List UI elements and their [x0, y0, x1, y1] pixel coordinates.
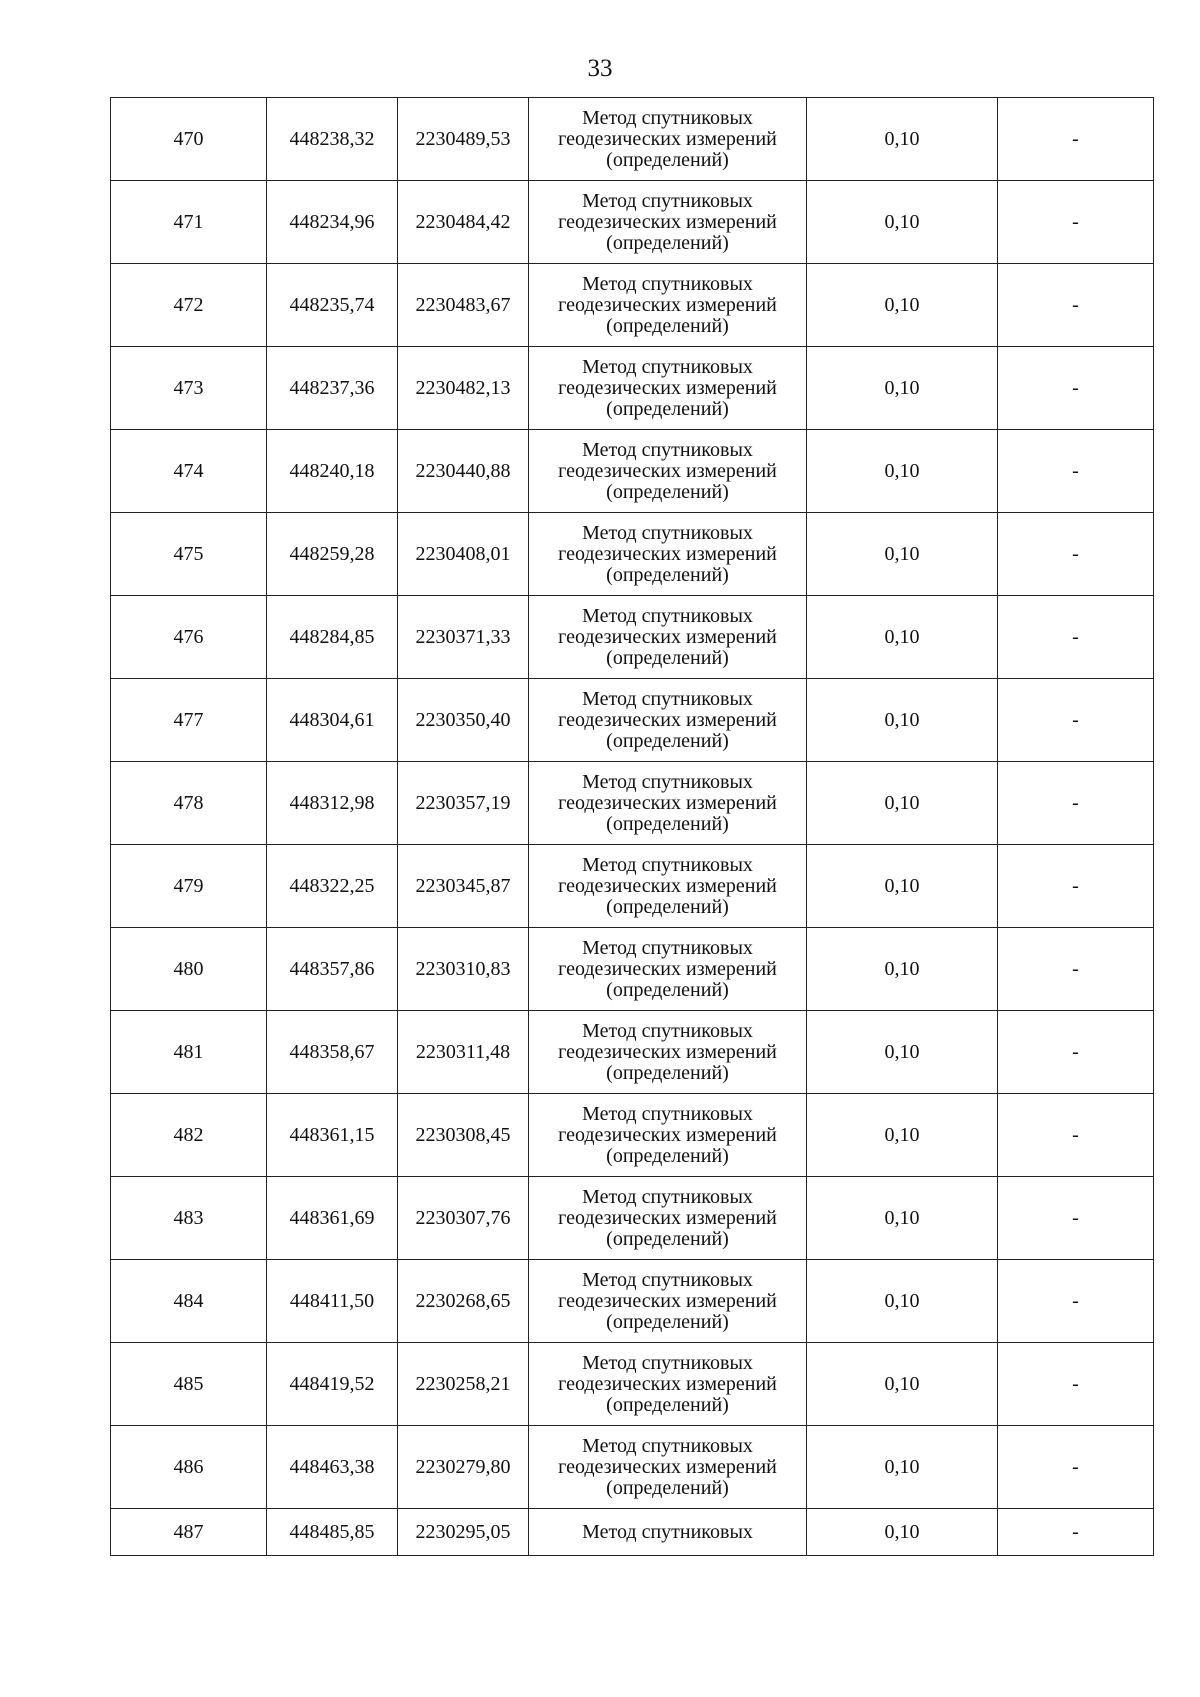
x-coordinate-cell: 448234,96 — [267, 181, 398, 264]
point-number-cell: 473 — [111, 347, 267, 430]
table-row — [111, 1094, 1154, 1177]
method-cell: Метод спутниковых геодезических измерений (определений) — [529, 513, 807, 596]
accuracy-cell: 0,10 — [807, 1509, 998, 1556]
accuracy-cell: 0,10 — [807, 1426, 998, 1509]
point-number-cell: 478 — [111, 762, 267, 845]
y-coordinate-cell: 2230311,48 — [398, 1011, 529, 1094]
accuracy-cell: 0,10 — [807, 679, 998, 762]
note-cell: - — [998, 264, 1154, 347]
accuracy-cell: 0,10 — [807, 1011, 998, 1094]
method-cell: Метод спутниковых геодезических измерений (определений) — [529, 1177, 807, 1260]
table-row — [111, 347, 1154, 430]
note-cell: - — [998, 1509, 1154, 1556]
y-coordinate-cell: 2230483,67 — [398, 264, 529, 347]
x-coordinate-cell: 448361,15 — [267, 1094, 398, 1177]
method-cell: Метод спутниковых геодезических измерений (определений) — [529, 181, 807, 264]
point-number-cell: 470 — [111, 98, 267, 181]
note-cell: - — [998, 347, 1154, 430]
x-coordinate-cell: 448237,36 — [267, 347, 398, 430]
note-cell: - — [998, 845, 1154, 928]
method-cell: Метод спутниковых — [529, 1509, 807, 1556]
x-coordinate-cell: 448411,50 — [267, 1260, 398, 1343]
y-coordinate-cell: 2230484,42 — [398, 181, 529, 264]
y-coordinate-cell: 2230258,21 — [398, 1343, 529, 1426]
note-cell: - — [998, 1177, 1154, 1260]
accuracy-cell: 0,10 — [807, 762, 998, 845]
accuracy-cell: 0,10 — [807, 98, 998, 181]
method-cell: Метод спутниковых геодезических измерений (определений) — [529, 928, 807, 1011]
y-coordinate-cell: 2230489,53 — [398, 98, 529, 181]
accuracy-cell: 0,10 — [807, 1094, 998, 1177]
x-coordinate-cell: 448357,86 — [267, 928, 398, 1011]
x-coordinate-cell: 448240,18 — [267, 430, 398, 513]
note-cell: - — [998, 762, 1154, 845]
y-coordinate-cell: 2230279,80 — [398, 1426, 529, 1509]
method-cell: Метод спутниковых геодезических измерений (определений) — [529, 1260, 807, 1343]
table-row — [111, 1260, 1154, 1343]
point-number-cell: 471 — [111, 181, 267, 264]
accuracy-cell: 0,10 — [807, 596, 998, 679]
table-row — [111, 513, 1154, 596]
table-row — [111, 596, 1154, 679]
point-number-cell: 481 — [111, 1011, 267, 1094]
x-coordinate-cell: 448238,32 — [267, 98, 398, 181]
table-row — [111, 181, 1154, 264]
x-coordinate-cell: 448485,85 — [267, 1509, 398, 1556]
point-number-cell: 482 — [111, 1094, 267, 1177]
method-cell: Метод спутниковых геодезических измерений (определений) — [529, 596, 807, 679]
method-cell: Метод спутниковых геодезических измерений (определений) — [529, 1343, 807, 1426]
accuracy-cell: 0,10 — [807, 513, 998, 596]
method-cell: Метод спутниковых геодезических измерений (определений) — [529, 1426, 807, 1509]
y-coordinate-cell: 2230310,83 — [398, 928, 529, 1011]
y-coordinate-cell: 2230295,05 — [398, 1509, 529, 1556]
method-cell: Метод спутниковых геодезических измерений (определений) — [529, 430, 807, 513]
table-row — [111, 430, 1154, 513]
point-number-cell: 476 — [111, 596, 267, 679]
table-row — [111, 1343, 1154, 1426]
x-coordinate-cell: 448259,28 — [267, 513, 398, 596]
note-cell: - — [998, 1426, 1154, 1509]
table-row — [111, 845, 1154, 928]
x-coordinate-cell: 448419,52 — [267, 1343, 398, 1426]
point-number-cell: 484 — [111, 1260, 267, 1343]
y-coordinate-cell: 2230408,01 — [398, 513, 529, 596]
point-number-cell: 480 — [111, 928, 267, 1011]
x-coordinate-cell: 448284,85 — [267, 596, 398, 679]
table-row — [111, 264, 1154, 347]
point-number-cell: 475 — [111, 513, 267, 596]
table-row — [111, 679, 1154, 762]
coordinates-table — [110, 97, 1154, 1556]
table-row — [111, 98, 1154, 181]
table-row — [111, 1011, 1154, 1094]
x-coordinate-cell: 448358,67 — [267, 1011, 398, 1094]
y-coordinate-cell: 2230357,19 — [398, 762, 529, 845]
point-number-cell: 487 — [111, 1509, 267, 1556]
note-cell: - — [998, 98, 1154, 181]
point-number-cell: 479 — [111, 845, 267, 928]
point-number-cell: 472 — [111, 264, 267, 347]
y-coordinate-cell: 2230308,45 — [398, 1094, 529, 1177]
point-number-cell: 486 — [111, 1426, 267, 1509]
note-cell: - — [998, 928, 1154, 1011]
note-cell: - — [998, 679, 1154, 762]
accuracy-cell: 0,10 — [807, 1343, 998, 1426]
note-cell: - — [998, 1260, 1154, 1343]
x-coordinate-cell: 448235,74 — [267, 264, 398, 347]
method-cell: Метод спутниковых геодезических измерений (определений) — [529, 98, 807, 181]
x-coordinate-cell: 448322,25 — [267, 845, 398, 928]
accuracy-cell: 0,10 — [807, 430, 998, 513]
y-coordinate-cell: 2230371,33 — [398, 596, 529, 679]
table-row — [111, 1177, 1154, 1260]
method-cell: Метод спутниковых геодезических измерений (определений) — [529, 762, 807, 845]
method-cell: Метод спутниковых геодезических измерений (определений) — [529, 1094, 807, 1177]
accuracy-cell: 0,10 — [807, 845, 998, 928]
note-cell: - — [998, 1094, 1154, 1177]
method-cell: Метод спутниковых геодезических измерений (определений) — [529, 347, 807, 430]
accuracy-cell: 0,10 — [807, 1177, 998, 1260]
note-cell: - — [998, 1343, 1154, 1426]
y-coordinate-cell: 2230345,87 — [398, 845, 529, 928]
note-cell: - — [998, 430, 1154, 513]
note-cell: - — [998, 596, 1154, 679]
y-coordinate-cell: 2230482,13 — [398, 347, 529, 430]
point-number-cell: 485 — [111, 1343, 267, 1426]
table-row — [111, 1509, 1154, 1556]
y-coordinate-cell: 2230268,65 — [398, 1260, 529, 1343]
method-cell: Метод спутниковых геодезических измерений (определений) — [529, 1011, 807, 1094]
point-number-cell: 477 — [111, 679, 267, 762]
note-cell: - — [998, 1011, 1154, 1094]
page-number: 33 — [587, 55, 613, 82]
y-coordinate-cell: 2230307,76 — [398, 1177, 529, 1260]
accuracy-cell: 0,10 — [807, 347, 998, 430]
method-cell: Метод спутниковых геодезических измерений (определений) — [529, 845, 807, 928]
method-cell: Метод спутниковых геодезических измерений (определений) — [529, 679, 807, 762]
accuracy-cell: 0,10 — [807, 928, 998, 1011]
coordinates-table-body — [111, 98, 1154, 1556]
y-coordinate-cell: 2230350,40 — [398, 679, 529, 762]
x-coordinate-cell: 448312,98 — [267, 762, 398, 845]
x-coordinate-cell: 448304,61 — [267, 679, 398, 762]
x-coordinate-cell: 448463,38 — [267, 1426, 398, 1509]
table-row — [111, 928, 1154, 1011]
x-coordinate-cell: 448361,69 — [267, 1177, 398, 1260]
table-row — [111, 1426, 1154, 1509]
point-number-cell: 483 — [111, 1177, 267, 1260]
accuracy-cell: 0,10 — [807, 1260, 998, 1343]
note-cell: - — [998, 181, 1154, 264]
table-row — [111, 762, 1154, 845]
y-coordinate-cell: 2230440,88 — [398, 430, 529, 513]
method-cell: Метод спутниковых геодезических измерений (определений) — [529, 264, 807, 347]
point-number-cell: 474 — [111, 430, 267, 513]
accuracy-cell: 0,10 — [807, 181, 998, 264]
note-cell: - — [998, 513, 1154, 596]
accuracy-cell: 0,10 — [807, 264, 998, 347]
